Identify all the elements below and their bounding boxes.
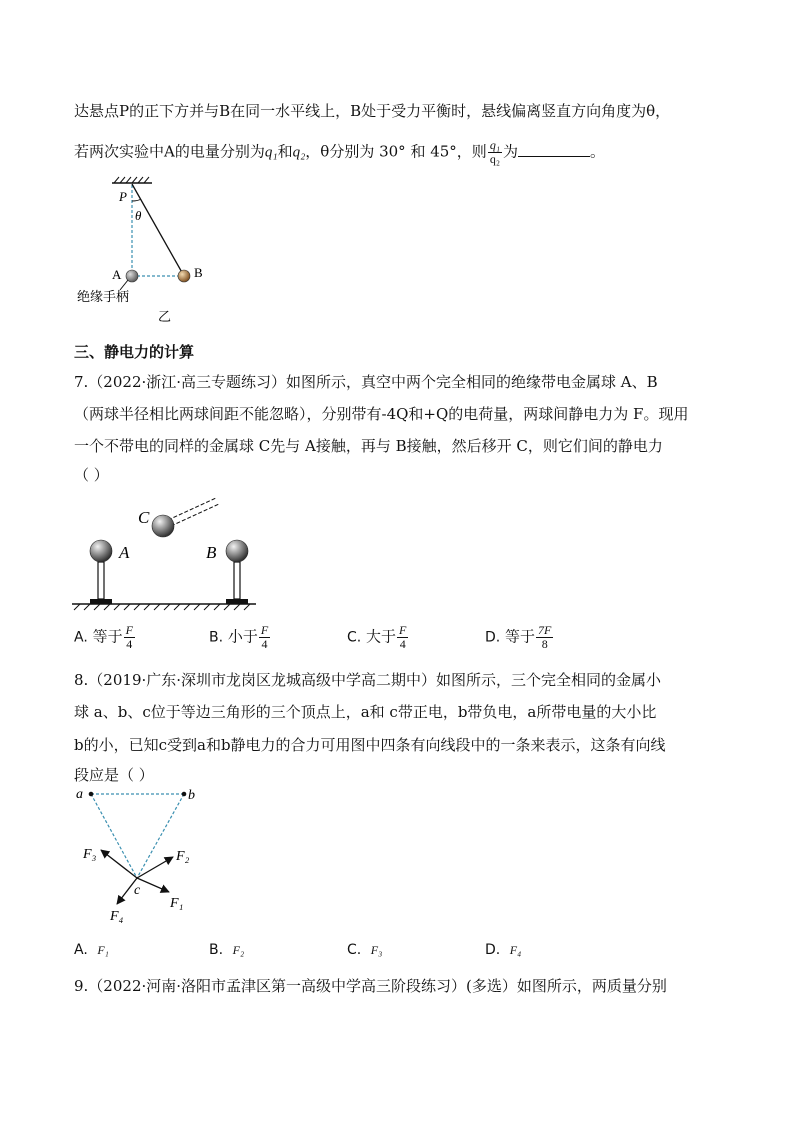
arrow-f3 (101, 850, 137, 878)
q8-line-2: 球 a、b、c位于等边三角形的三个顶点上，a和 c带正电，b带负电，a所带电量的大小比 (74, 703, 657, 721)
label-f2: F₂ (176, 849, 190, 864)
ball-b (178, 270, 190, 282)
q8-figure (70, 780, 220, 930)
q7-option-d[interactable]: D. 等于 $\frac{7F}{8}$ (485, 623, 552, 651)
q7-line-3: 一个不带电的同样的金属球 C先与 A接触，再与 B接触，然后移开 C，则它们间的静电力 (74, 437, 663, 455)
answer-blank (518, 142, 590, 157)
sphere-c (152, 515, 174, 537)
intro-line-2: 若两次实验中A的电量分别为q₁和q₂，θ分别为 30° 和 45°，则 $\frac{\text{q₁}}{\text{q₂}}$ 为 。 (74, 138, 606, 166)
label-b: b (188, 788, 195, 803)
label-f1: F₁ (170, 896, 184, 911)
q7-option-b[interactable]: B. 小于 $\frac{F}{4}$ (209, 623, 269, 651)
sphere-a (90, 540, 112, 562)
label-b: B (194, 265, 203, 280)
q7-line-4: （ ） (74, 466, 109, 484)
q8-line-3: b的小，已知c受到a和b静电力的合力可用图中四条有向线段中的一条来表示，这条有向线 (74, 736, 666, 754)
sphere-b (226, 540, 248, 562)
q8-option-d[interactable]: D. F₄ (485, 942, 522, 958)
label-f3: F₃ (83, 847, 97, 862)
label-a: a (76, 787, 83, 802)
label-a: A (112, 267, 122, 282)
q7-figure (70, 490, 260, 615)
label-p: P (119, 189, 127, 204)
q9-line-1: 9.（2022·河南·洛阳市孟津区第一高级中学高三阶段练习）(多选）如图所示，两质量分别 (74, 977, 667, 995)
section-title: 三、静电力的计算 (74, 343, 195, 361)
label-f4: F₄ (110, 909, 124, 924)
q7-option-a[interactable]: A. 等于 $\frac{F}{4}$ (74, 623, 133, 651)
q7-option-c[interactable]: C. 大于 $\frac{F}{4}$ (347, 623, 407, 651)
intro-line-1: 达悬点P的正下方并与B在同一水平线上，B处于受力平衡时，悬线偏离竖直方向角度为θ， (74, 102, 671, 120)
label-c: C (138, 508, 150, 527)
label-b: B (206, 543, 217, 562)
figure-caption: 乙 (158, 310, 172, 325)
q8-line-4: 段应是（ ） (74, 766, 154, 784)
q7-line-1: 7.（2022·浙江·高三专题练习）如图所示，真空中两个完全相同的绝缘带电金属球 A、B (74, 373, 658, 391)
q7-line-2: （两球半径相比两球间距不能忽略），分别带有-4Q和+Q的电荷量，两球间静电力为 F。现用 (74, 405, 689, 423)
label-theta: θ (135, 208, 142, 223)
q8-line-1: 8.（2019·广东·深圳市龙岗区龙城高级中学高二期中）如图所示，三个完全相同的金属小 (74, 671, 662, 689)
q8-option-c[interactable]: C. F₃ (347, 942, 383, 958)
q8-option-a[interactable]: A. F₁ (74, 942, 109, 958)
label-a: A (119, 543, 130, 562)
label-c: c (134, 883, 141, 898)
arrow-f1 (137, 878, 169, 892)
arrow-f2 (137, 857, 173, 878)
pendulum-figure (70, 175, 240, 325)
handle-label: 绝缘手柄 (77, 290, 130, 305)
q-ratio-fraction: $\frac{\text{q₁}}{\text{q₂}}$ (489, 138, 500, 166)
q8-option-b[interactable]: B. F₂ (209, 942, 245, 958)
